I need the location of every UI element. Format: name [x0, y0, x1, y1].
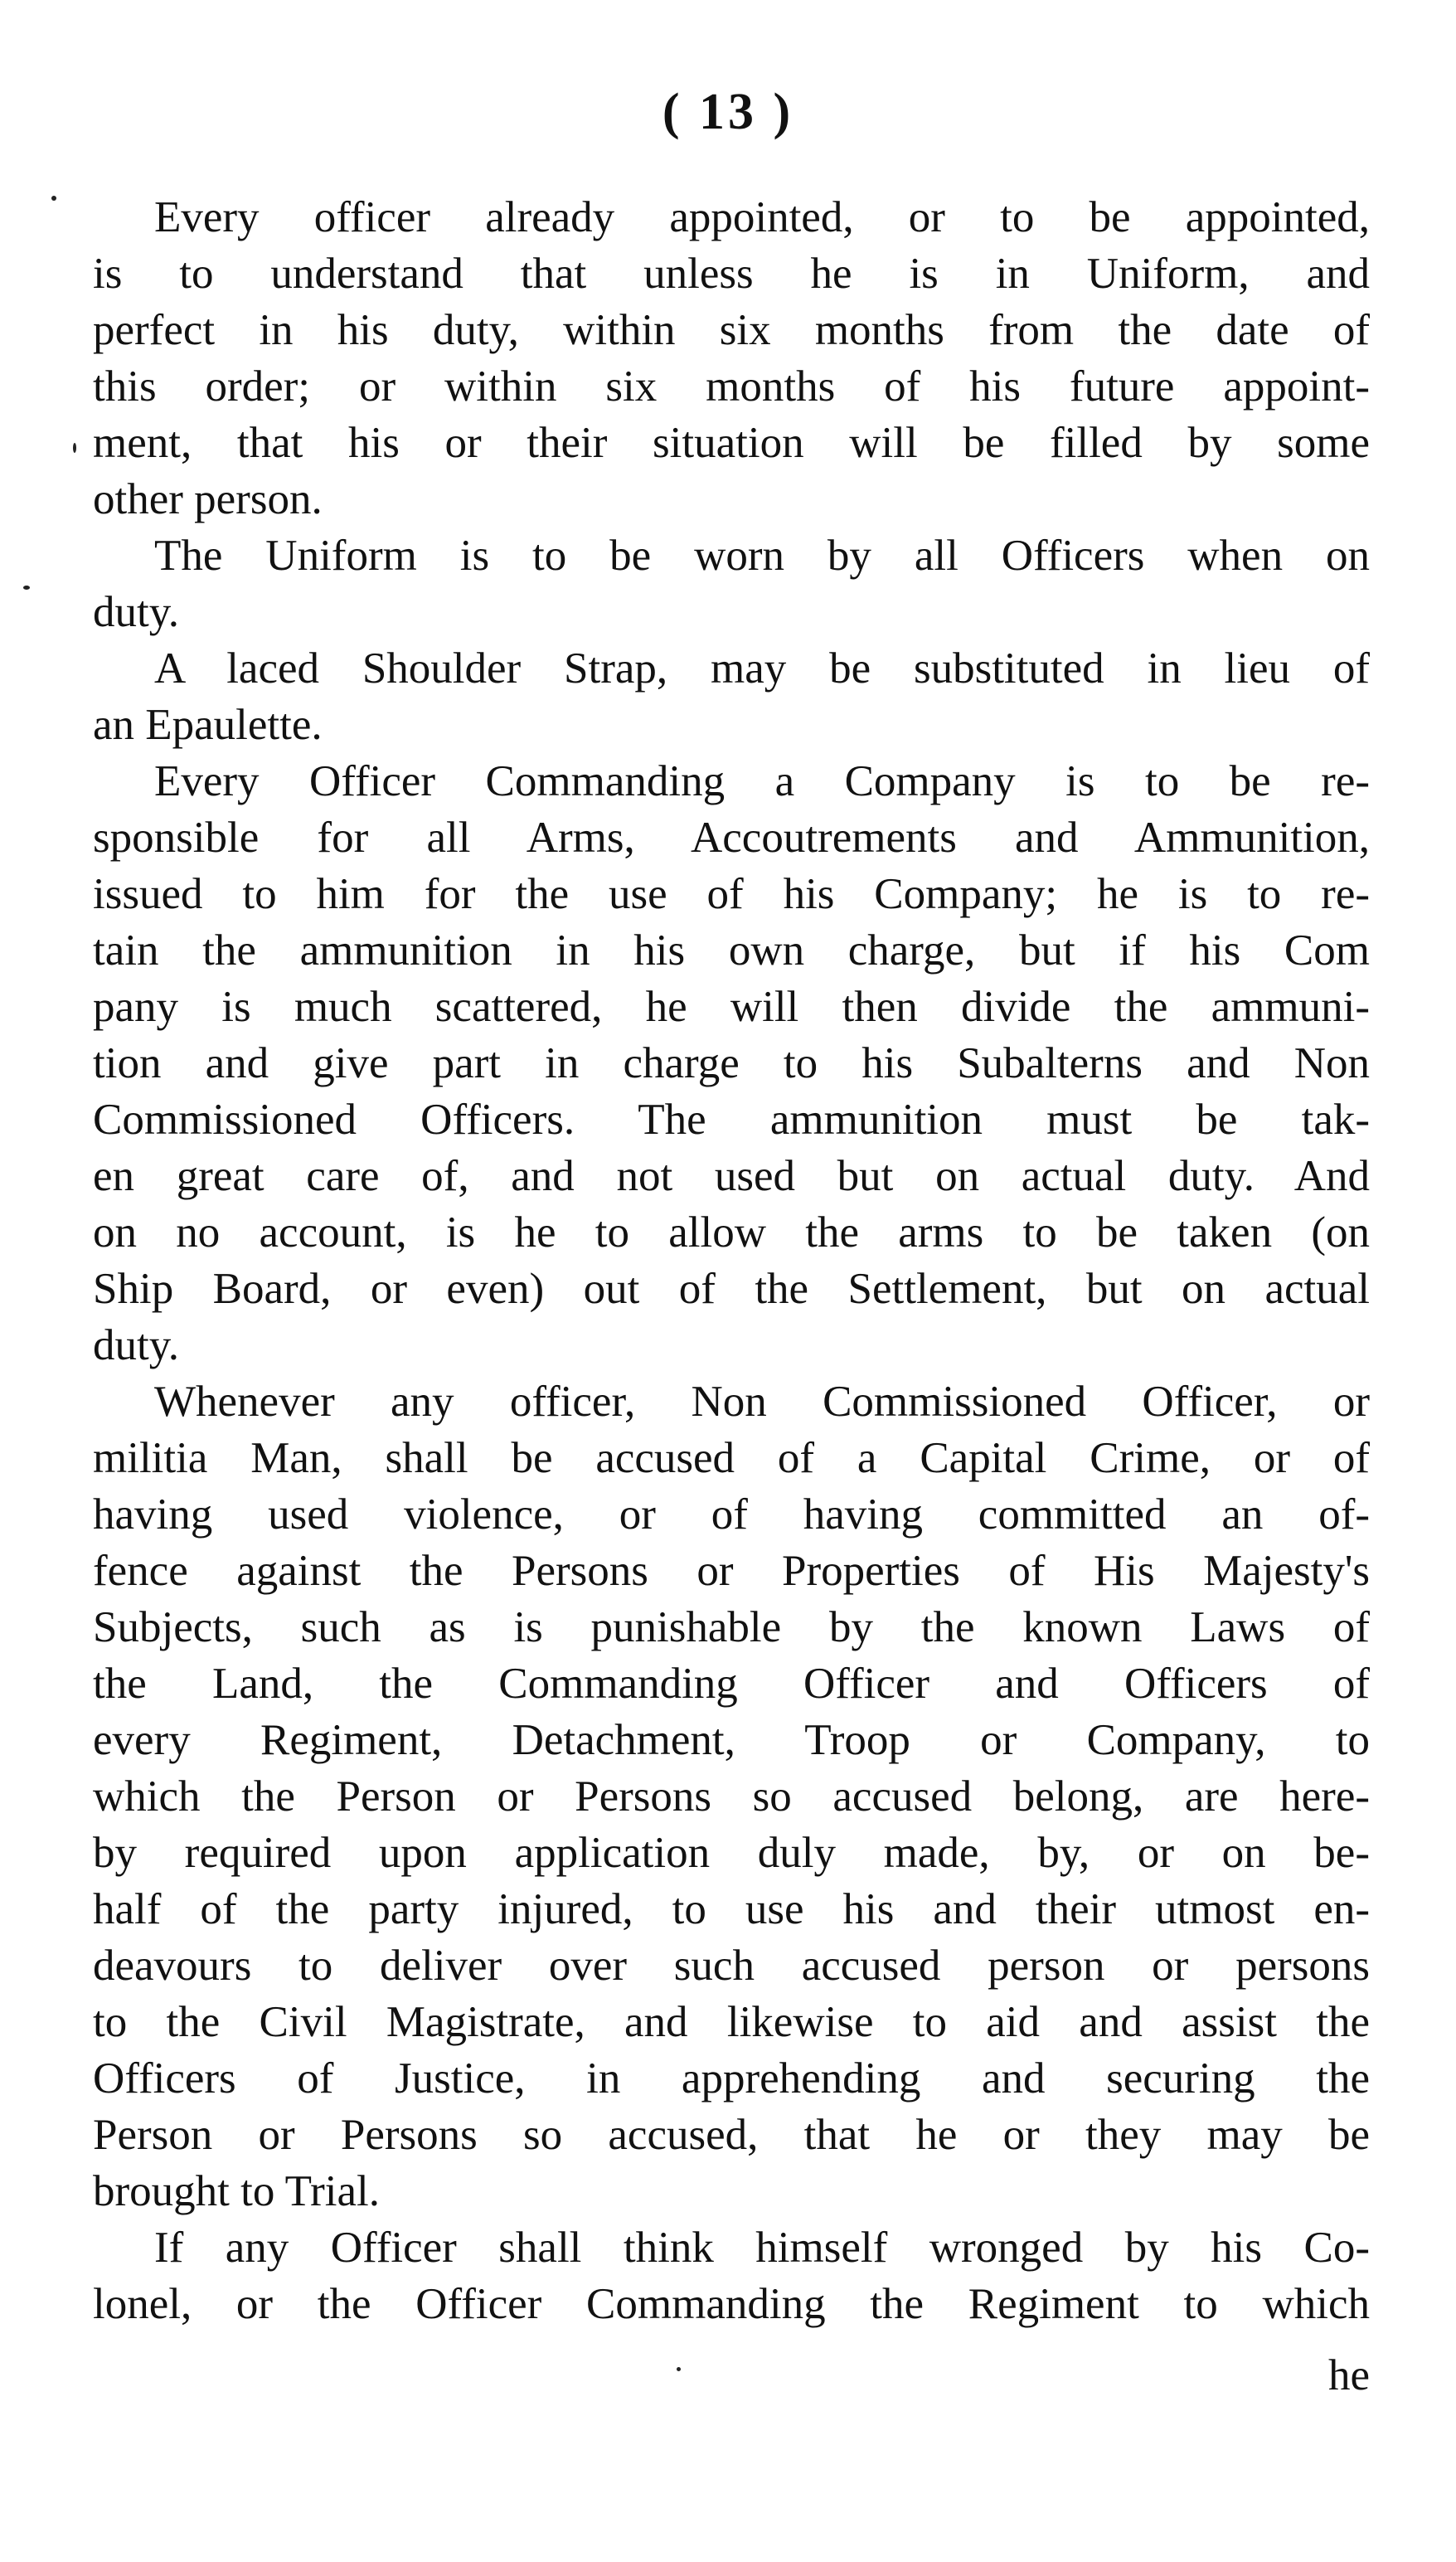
text-line: other person.	[93, 475, 323, 523]
text-line: which the Person or Persons so accused belong, are here-	[93, 1772, 1370, 1821]
text-line: Subjects, such as is punishable by the known Laws of	[93, 1603, 1370, 1651]
print-speck	[51, 196, 56, 201]
text-line: Officers of Justice, in apprehending and securing the	[93, 2054, 1370, 2103]
print-speck	[73, 443, 76, 453]
text-line: every Regiment, Detachment, Troop or Company, to	[93, 1716, 1370, 1764]
text-line: is to understand that unless he is in Uniform, and	[93, 250, 1370, 298]
text-line: Every officer already appointed, or to be appointed,	[154, 193, 1370, 241]
text-line: on no account, is he to allow the arms to be taken (on	[93, 1208, 1370, 1257]
text-line: an Epaulette.	[93, 701, 323, 749]
text-line: Whenever any officer, Non Commissioned Officer, or	[154, 1378, 1370, 1426]
text-line: the Land, the Commanding Officer and Officers of	[93, 1660, 1370, 1708]
text-line: The Uniform is to be worn by all Officers when on	[154, 532, 1370, 580]
text-line: this order; or within six months of his future appoint-	[93, 362, 1370, 411]
text-line: fence against the Persons or Properties of His Majesty's	[93, 1547, 1370, 1595]
text-line: Commissioned Officers. The ammunition must be tak-	[93, 1096, 1370, 1144]
text-line: Ship Board, or even) out of the Settlement, but on actual	[93, 1265, 1370, 1313]
catchword: he	[1327, 2351, 1370, 2399]
text-line: half of the party injured, to use his and their utmost en-	[93, 1885, 1370, 1933]
text-line: Every Officer Commanding a Company is to be re-	[154, 757, 1370, 805]
text-line: pany is much scattered, he will then divide the ammuni-	[93, 983, 1370, 1031]
text-line: militia Man, shall be accused of a Capital Crime, or of	[93, 1434, 1370, 1482]
text-line: duty.	[93, 1321, 180, 1369]
text-line: deavours to deliver over such accused person or persons	[93, 1942, 1370, 1990]
text-line: lonel, or the Officer Commanding the Regiment to which	[93, 2280, 1370, 2328]
text-line: duty.	[93, 588, 180, 636]
text-line: sponsible for all Arms, Accoutrements and Ammunition,	[93, 814, 1370, 862]
print-speck	[677, 2367, 681, 2371]
text-line: to the Civil Magistrate, and likewise to aid and assist the	[93, 1998, 1370, 2046]
text-line: tion and give part in charge to his Subalterns and Non	[93, 1039, 1370, 1087]
text-line: by required upon application duly made, by, or on be-	[93, 1829, 1370, 1877]
print-speck	[23, 586, 30, 590]
text-line: brought to Trial.	[93, 2167, 381, 2215]
text-line: A laced Shoulder Strap, may be substituted in lieu of	[154, 644, 1370, 693]
text-line: Person or Persons so accused, that he or they may be	[93, 2111, 1370, 2159]
text-line: issued to him for the use of his Company; he is to re-	[93, 870, 1370, 918]
text-line: perfect in his duty, within six months from the date of	[93, 306, 1370, 354]
text-line: tain the ammunition in his own charge, but if his Com	[93, 926, 1370, 975]
text-line: having used violence, or of having committed an of-	[93, 1490, 1370, 1539]
text-line: ment, that his or their situation will be filled by some	[93, 419, 1370, 467]
page-number: ( 13 )	[662, 84, 794, 140]
text-line: If any Officer shall think himself wronged by his Co-	[154, 2224, 1370, 2272]
text-line: en great care of, and not used but on actual duty. And	[93, 1152, 1370, 1200]
